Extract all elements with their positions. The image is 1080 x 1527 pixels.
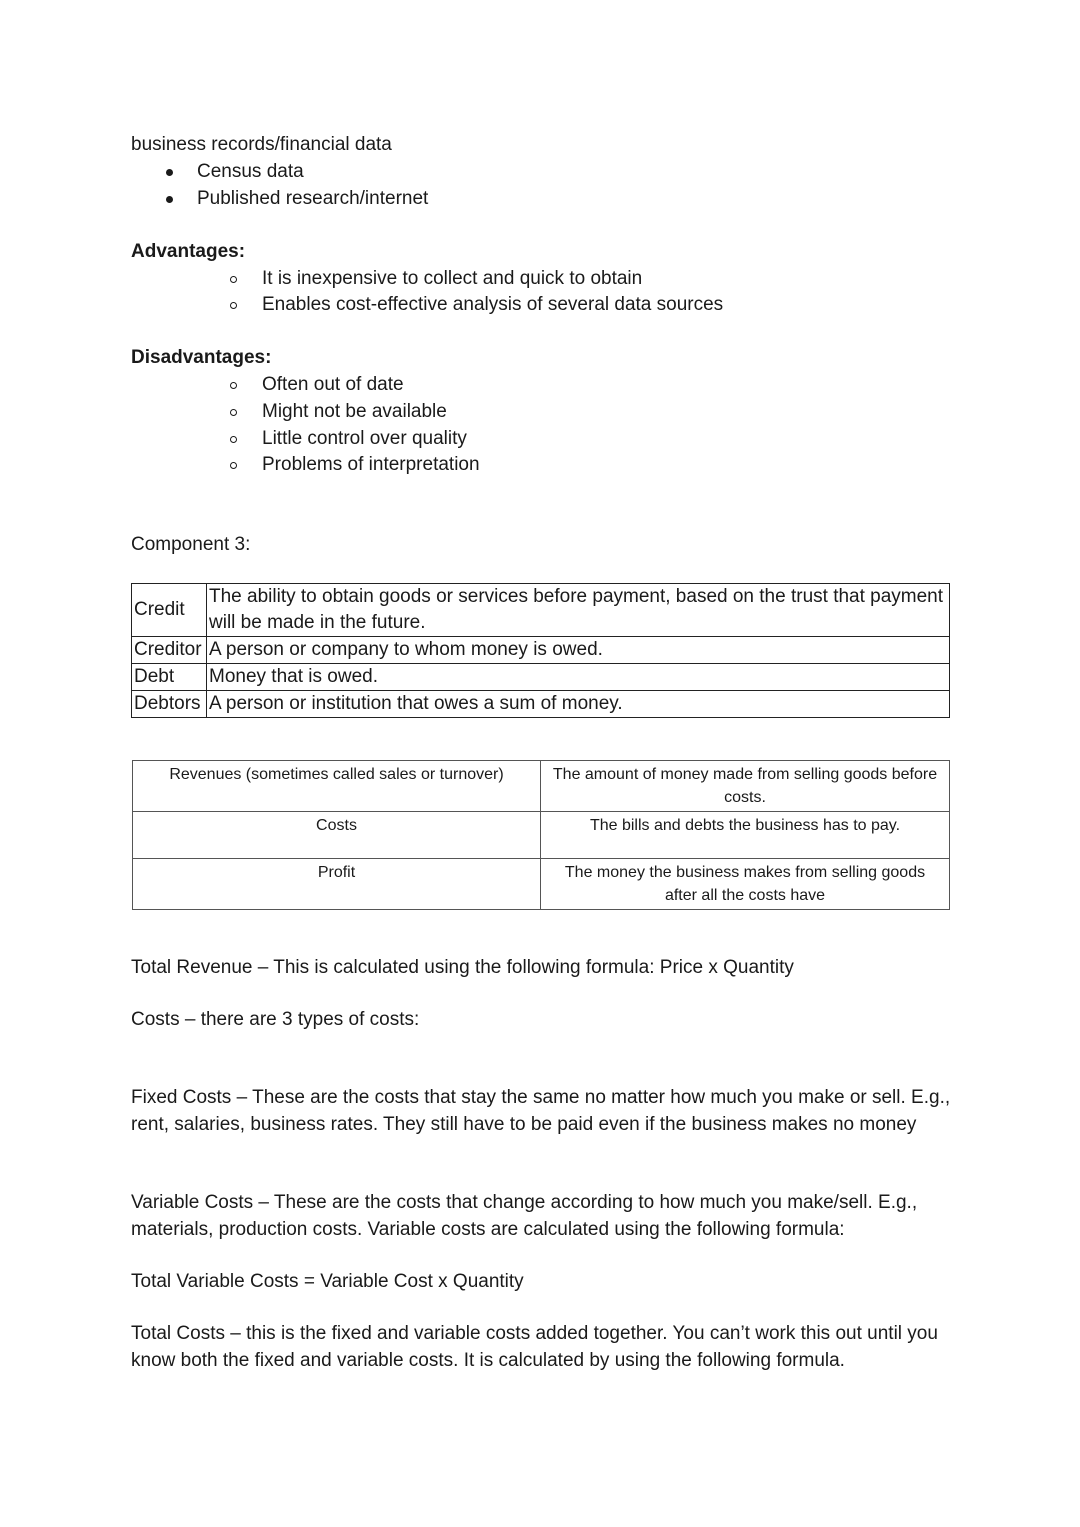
bullet-circle-icon	[230, 382, 237, 389]
bullet-circle-icon	[230, 276, 237, 283]
table-row	[132, 584, 950, 637]
bullet-circle-icon	[230, 462, 237, 469]
costs-intro-text: Costs – there are 3 types of costs:	[131, 1009, 420, 1030]
bullet-dot-icon	[166, 169, 173, 176]
bullet-circle-icon	[230, 409, 237, 416]
total-revenue-text: Total Revenue – This is calculated using the following formula: Price x Quantity	[131, 957, 794, 978]
bullet-circle-icon	[230, 302, 237, 309]
component-label: Component 3:	[131, 534, 251, 555]
finance-definition: The money the business makes from selling goods after all the costs have	[541, 859, 950, 910]
finance-table	[132, 760, 950, 910]
disadvantage-item: Problems of interpretation	[262, 454, 480, 475]
table-row	[132, 637, 950, 664]
table-row	[133, 812, 950, 859]
glossary-definition: Money that is owed.	[207, 664, 950, 691]
advantages-heading: Advantages:	[131, 241, 246, 262]
advantage-item: Enables cost-effective analysis of several data sources	[262, 294, 724, 315]
glossary-term: Debt	[132, 664, 207, 691]
finance-term: Costs	[133, 812, 541, 859]
table-row	[133, 859, 950, 910]
disadvantages-heading: Disadvantages:	[131, 347, 272, 368]
glossary-term: Credit	[132, 584, 207, 637]
glossary-table	[131, 583, 950, 718]
glossary-term: Creditor	[132, 637, 207, 664]
total-costs-text: Total Costs – this is the fixed and variable costs added together. You can’t work this out until you know both the fixed and variable costs. It is calculated by using the following formula.	[131, 1323, 938, 1371]
table-row	[132, 691, 950, 718]
glossary-definition: A person or institution that owes a sum of money.	[207, 691, 950, 718]
variable-costs-text: Variable Costs – These are the costs that change according to how much you make/sell. E.g., materials, production costs. Variable costs are calculated using the following formula:	[131, 1192, 918, 1240]
finance-definition: The amount of money made from selling goods before costs.	[541, 761, 950, 812]
source-item: Census data	[197, 161, 304, 182]
bullet-dot-icon	[166, 196, 173, 203]
finance-term: Profit	[133, 859, 541, 910]
bullet-circle-icon	[230, 436, 237, 443]
table-row	[133, 761, 950, 812]
sources-intro: business records/financial data	[131, 134, 392, 155]
disadvantage-item: Often out of date	[262, 374, 404, 395]
finance-definition: The bills and debts the business has to pay.	[541, 812, 950, 859]
disadvantage-item: Little control over quality	[262, 428, 467, 449]
glossary-definition: A person or company to whom money is owed.	[207, 637, 950, 664]
finance-term: Revenues (sometimes called sales or turnover)	[133, 761, 541, 812]
total-variable-formula: Total Variable Costs = Variable Cost x Quantity	[131, 1271, 524, 1292]
source-item: Published research/internet	[197, 188, 429, 209]
glossary-term: Debtors	[132, 691, 207, 718]
fixed-costs-text: Fixed Costs – These are the costs that stay the same no matter how much you make or sell. E.g., rent, salaries, business rates. They still have to be paid even if the business makes no money	[131, 1087, 951, 1135]
glossary-definition: The ability to obtain goods or services before payment, based on the trust that payment will be made in the future.	[207, 584, 950, 637]
table-row	[132, 664, 950, 691]
disadvantage-item: Might not be available	[262, 401, 447, 422]
advantage-item: It is inexpensive to collect and quick to obtain	[262, 268, 643, 289]
